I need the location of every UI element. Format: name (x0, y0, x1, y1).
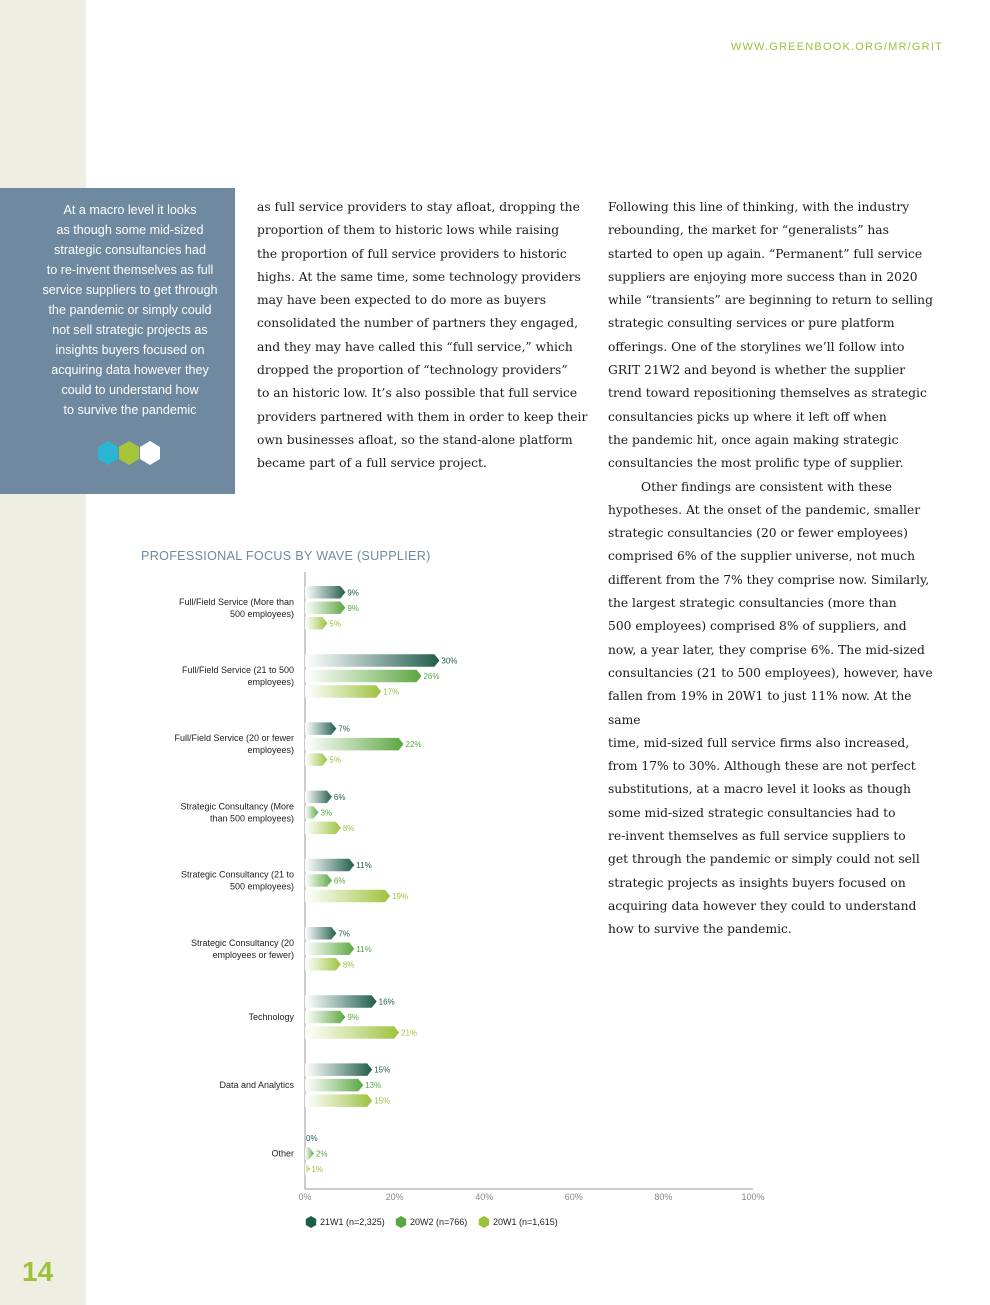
body-line: re-invent themselves as full service suppliers to (608, 829, 906, 844)
data-label: 9% (347, 588, 359, 598)
body-line: own businesses afloat, so the stand-alone platform (257, 432, 573, 447)
legend-label: 20W1 (n=1,615) (493, 1217, 558, 1227)
body-line: as full service providers to stay afloat, dropping the (257, 200, 580, 214)
body-line: consultancies (21 to 500 employees), however, have (608, 665, 933, 680)
bar (305, 859, 354, 872)
body-line: providers partnered with them in order to keep their (257, 409, 588, 424)
bar (305, 738, 404, 751)
page-number: 14 (22, 1256, 54, 1287)
pull-quote-line: could to understand how (61, 383, 199, 397)
bar (305, 806, 318, 819)
body-line: GRIT 21W2 and beyond is whether the supplier (608, 363, 906, 378)
body-line: consolidated the number of partners they engaged, (257, 316, 578, 331)
bar (305, 602, 345, 615)
category-label: employees) (247, 745, 294, 756)
data-label: 16% (378, 997, 395, 1007)
body-line: Following this line of thinking, with the industry (608, 200, 910, 214)
pull-quote-line: as though some mid-sized (56, 223, 204, 237)
body-line: fallen from 19% in 20W1 to just 11% now. At the same (608, 689, 912, 727)
data-label: 22% (405, 740, 422, 750)
data-label: 9% (347, 1012, 359, 1022)
body-line: strategic consulting services or pure platform (608, 316, 895, 331)
body-line: substitutions, at a macro level it looks as though (608, 782, 911, 797)
x-tick-label: 0% (298, 1192, 312, 1202)
body-line: consultancies the most prolific type of supplier. (608, 456, 904, 471)
body-line: the largest strategic consultancies (more than (608, 596, 897, 611)
data-label: 1% (311, 1164, 324, 1174)
data-label: 15% (374, 1096, 391, 1106)
pull-quote-text (34, 200, 226, 420)
data-label: 26% (423, 671, 440, 681)
pull-quote-line: to survive the pandemic (63, 403, 197, 417)
pull-quote-line: At a macro level it looks (63, 203, 197, 217)
data-label: 7% (338, 929, 350, 939)
body-line: became part of a full service project. (257, 456, 487, 471)
body-line: some mid-sized strategic consultancies had to (608, 805, 896, 820)
bar (305, 874, 332, 887)
category-label: Strategic Consultancy (More (180, 801, 294, 812)
data-label: 6% (333, 792, 346, 802)
bar (305, 943, 354, 956)
bar-chart (0, 560, 800, 1250)
category-label: Full/Field Service (More than (178, 596, 294, 607)
body-line: suppliers are enjoying more success than in 2020 (608, 269, 918, 284)
data-label: 21% (401, 1028, 418, 1038)
category-label: employees) (247, 676, 294, 687)
data-label: 13% (365, 1081, 382, 1091)
pull-quote-line: the pandemic or simply could (48, 303, 212, 317)
bar (305, 890, 390, 903)
body-line: strategic consultancies (20 or fewer employees) (608, 526, 908, 541)
x-tick-label: 80% (654, 1192, 673, 1202)
body-line: Other findings are consistent with these (641, 479, 893, 494)
legend-label: 21W1 (n=2,325) (320, 1217, 385, 1227)
data-label: 2% (315, 1149, 328, 1159)
hexagon-decoration (98, 440, 162, 466)
body-line: started to open up again. “Permanent” full service (608, 246, 923, 261)
body-line: consultancies picks up where it left off when (608, 409, 887, 424)
body-line: now, a year later, they comprise 6%. The mid-sized (608, 642, 925, 657)
body-column-1 (257, 196, 590, 476)
body-line: time, mid-sized full service firms also increased, (608, 735, 910, 750)
category-label: 500 employees) (229, 881, 294, 892)
x-tick-label: 60% (564, 1192, 583, 1202)
category-label: employees or fewer) (212, 949, 294, 960)
data-label: 9% (347, 603, 359, 613)
data-label: 7% (338, 724, 350, 734)
legend-hexagon-icon (396, 1216, 406, 1228)
body-line: comprised 6% of the supplier universe, not much (608, 549, 916, 564)
data-label: 3% (320, 808, 333, 818)
body-line: highs. At the same time, some technology providers (257, 269, 581, 284)
category-label: Full/Field Service (20 or fewer (174, 733, 294, 744)
data-label: 0% (306, 1133, 318, 1143)
x-tick-label: 20% (385, 1192, 404, 1202)
bar (305, 1147, 314, 1160)
body-line: the pandemic hit, once again making strategic (608, 432, 899, 447)
hexagon-white-icon (140, 441, 160, 465)
body-line: may have been expected to do more as buyers (257, 293, 547, 308)
header-url[interactable]: WWW.GREENBOOK.ORG/MR/GRIT (730, 41, 943, 53)
data-label: 19% (392, 892, 409, 902)
category-label: Strategic Consultancy (20 (190, 937, 294, 948)
bar (305, 791, 332, 804)
bar (305, 617, 327, 630)
data-label: 8% (342, 823, 355, 833)
body-paragraph-1 (608, 196, 938, 476)
bar (305, 685, 381, 698)
data-label: 15% (374, 1065, 391, 1075)
bar (305, 722, 336, 735)
body-line: trend toward repositioning themselves as strategic (608, 386, 927, 401)
pull-quote-line: acquiring data however they (51, 363, 209, 377)
bar (305, 822, 341, 835)
body-line: get through the pandemic or simply could not sell (608, 852, 920, 867)
hexagon-green-icon (119, 441, 139, 465)
legend-hexagon-icon (479, 1216, 489, 1228)
legend-hexagon-icon (306, 1216, 316, 1228)
data-label: 5% (329, 619, 341, 629)
bar (305, 995, 377, 1008)
bar (305, 927, 336, 940)
pull-quote-box (0, 188, 235, 494)
body-line: from 17% to 30%. Although these are not perfect (608, 759, 916, 774)
data-label: 17% (383, 687, 400, 697)
chart-title: PROFESSIONAL FOCUS BY WAVE (SUPPLIER) (141, 549, 431, 563)
x-tick-label: 40% (475, 1192, 494, 1202)
bar (305, 586, 345, 599)
bar (305, 1026, 399, 1039)
category-label: 500 employees) (229, 608, 294, 619)
body-line: 500 employees) comprised 8% of suppliers, and (608, 619, 907, 634)
x-tick-label: 100% (741, 1192, 765, 1202)
data-label: 6% (333, 876, 346, 886)
body-line: rebounding, the market for “generalists” has (608, 223, 889, 238)
body-line: and they may have called this “full service,” which (257, 339, 573, 354)
bar (305, 654, 439, 667)
body-line: while “transients” are beginning to return to selling (608, 293, 933, 308)
category-label: Technology (248, 1011, 294, 1022)
data-label: 8% (342, 960, 355, 970)
bar (305, 1011, 345, 1024)
body-line: acquiring data however they could to understand (608, 898, 917, 913)
legend-label: 20W2 (n=766) (410, 1217, 468, 1227)
body-line: strategic projects as insights buyers focused on (608, 875, 906, 890)
bar (305, 670, 421, 683)
pull-quote-line: strategic consultancies had (54, 243, 206, 257)
pull-quote-line: to re-invent themselves as full (46, 263, 214, 277)
data-label: 11% (356, 861, 372, 871)
category-label: than 500 employees) (209, 813, 294, 824)
body-line: proportion of them to historic lows while raising (257, 223, 560, 238)
bar (305, 1079, 363, 1092)
category-label: Data and Analytics (219, 1080, 294, 1091)
data-label: 5% (329, 755, 341, 765)
body-line: the proportion of full service providers to historic (257, 246, 567, 261)
category-label: Other (271, 1148, 294, 1159)
bar (305, 1063, 372, 1076)
bar (305, 1094, 372, 1107)
pull-quote-line: service suppliers to get through (42, 283, 218, 297)
pull-quote-line: insights buyers focused on (55, 343, 205, 357)
body-line: to an historic low. It’s also possible that full service (257, 386, 578, 401)
body-line: different from the 7% they comprise now. Similarly, (608, 572, 930, 587)
bar (305, 1163, 310, 1176)
data-label: 11% (356, 944, 372, 954)
hexagon-cyan-icon (98, 441, 118, 465)
pull-quote-line: not sell strategic projects as (52, 323, 208, 337)
body-line: how to survive the pandemic. (608, 922, 792, 937)
bar (305, 958, 341, 971)
category-label: Full/Field Service (21 to 500 (181, 664, 294, 675)
body-line: offerings. One of the storylines we’ll follow into (608, 339, 905, 354)
body-line: hypotheses. At the onset of the pandemic, smaller (608, 502, 921, 517)
data-label: 30% (441, 656, 458, 666)
body-line: dropped the proportion of “technology providers” (257, 363, 568, 378)
category-label: Strategic Consultancy (21 to (180, 869, 294, 880)
bar (305, 753, 327, 766)
